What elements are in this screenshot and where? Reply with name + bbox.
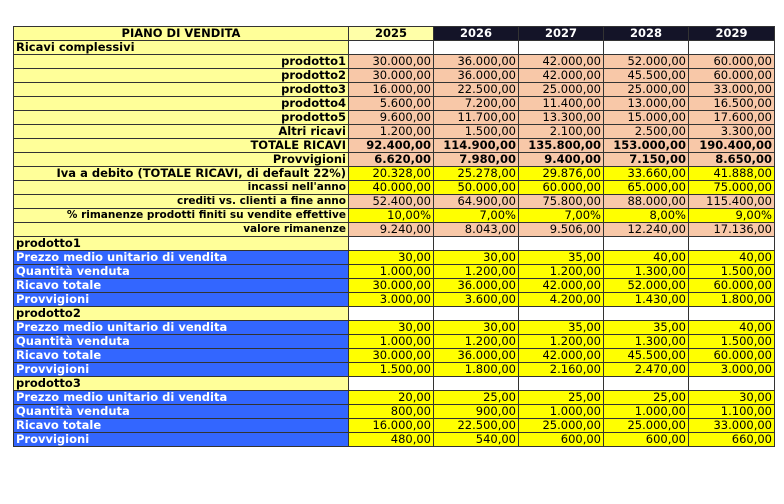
value-cell[interactable]: 9,00% [689,209,775,223]
value-cell[interactable]: 30.000,00 [349,349,434,363]
revenue-row [14,111,775,125]
product-detail-row [14,349,775,363]
value-cell[interactable]: 1.800,00 [434,363,519,377]
row-label: prodotto1 [14,55,349,69]
empty-cell[interactable] [689,237,775,251]
value-cell[interactable]: 15.000,00 [604,111,689,125]
product-row-label: Prezzo medio unitario di vendita [14,391,349,405]
empty-cell[interactable] [519,377,604,391]
empty-cell[interactable] [434,237,519,251]
product-detail-row [14,433,775,447]
header-row [14,27,775,41]
product-row-label: Quantità venduta [14,405,349,419]
value-cell[interactable]: 35,00 [519,321,604,335]
value-cell[interactable]: 1.000,00 [349,265,434,279]
value-cell[interactable]: 75.000,00 [689,181,775,195]
product-row-label: Prezzo medio unitario di vendita [14,321,349,335]
product-section-label: prodotto2 [14,307,349,321]
empty-cell[interactable] [349,307,434,321]
sheet-title: PIANO DI VENDITA [14,27,349,41]
product-detail-row [14,335,775,349]
row-label: Iva a debito (TOTALE RICAVI, di default 22%) [14,167,349,181]
detail-row [14,181,775,195]
year-header-2027[interactable]: 2027 [519,27,604,41]
empty-cell[interactable] [604,237,689,251]
row-label: crediti vs. clienti a fine anno [14,195,349,209]
value-cell[interactable]: 3.600,00 [434,293,519,307]
value-cell[interactable]: 29.876,00 [519,167,604,181]
value-cell[interactable]: 42.000,00 [519,69,604,83]
value-cell[interactable]: 35,00 [519,251,604,265]
row-label: Altri ricavi [14,125,349,139]
value-cell[interactable]: 16.000,00 [349,83,434,97]
value-cell[interactable]: 5.600,00 [349,97,434,111]
value-cell[interactable]: 25.000,00 [604,83,689,97]
empty-cell[interactable] [434,307,519,321]
value-cell[interactable]: 1.100,00 [689,405,775,419]
value-cell[interactable]: 50.000,00 [434,181,519,195]
empty-cell[interactable] [349,377,434,391]
commission-value-cell[interactable]: 9.400,00 [519,153,604,167]
product-section-row [14,307,775,321]
value-cell[interactable]: 33.000,00 [689,83,775,97]
section-row-ricavi [14,41,775,55]
value-cell[interactable]: 12.240,00 [604,223,689,237]
empty-cell[interactable] [519,41,604,55]
value-cell[interactable]: 8,00% [604,209,689,223]
commissions-label: Provvigioni [14,153,349,167]
product-detail-row [14,321,775,335]
product-detail-row [14,419,775,433]
value-cell[interactable]: 540,00 [434,433,519,447]
value-cell[interactable]: 600,00 [519,433,604,447]
value-cell[interactable]: 7.200,00 [434,97,519,111]
value-cell[interactable]: 64.900,00 [434,195,519,209]
value-cell[interactable]: 16.500,00 [689,97,775,111]
value-cell[interactable]: 1.200,00 [349,125,434,139]
row-label: incassi nell'anno [14,181,349,195]
value-cell[interactable]: 88.000,00 [604,195,689,209]
product-detail-row [14,265,775,279]
value-cell[interactable]: 1.500,00 [689,335,775,349]
empty-cell[interactable] [434,41,519,55]
value-cell[interactable]: 7,00% [519,209,604,223]
value-cell[interactable]: 13.000,00 [604,97,689,111]
value-cell[interactable]: 3.300,00 [689,125,775,139]
value-cell[interactable]: 42.000,00 [519,55,604,69]
value-cell[interactable]: 17.136,00 [689,223,775,237]
product-row-label: Prezzo medio unitario di vendita [14,251,349,265]
empty-cell[interactable] [604,41,689,55]
value-cell[interactable]: 30.000,00 [349,279,434,293]
total-revenue-label: TOTALE RICAVI [14,139,349,153]
empty-cell[interactable] [434,377,519,391]
empty-cell[interactable] [349,41,434,55]
value-cell[interactable]: 35,00 [604,321,689,335]
year-header-2028[interactable]: 2028 [604,27,689,41]
value-cell[interactable]: 30.000,00 [349,69,434,83]
value-cell[interactable]: 9.506,00 [519,223,604,237]
value-cell[interactable]: 52.400,00 [349,195,434,209]
product-detail-row [14,363,775,377]
value-cell[interactable]: 4.200,00 [519,293,604,307]
value-cell[interactable]: 45.500,00 [604,349,689,363]
value-cell[interactable]: 1.800,00 [689,293,775,307]
value-cell[interactable]: 1.500,00 [434,125,519,139]
detail-row [14,195,775,209]
year-header-2029[interactable]: 2029 [689,27,775,41]
empty-cell[interactable] [349,237,434,251]
value-cell[interactable]: 36.000,00 [434,69,519,83]
value-cell[interactable]: 30,00 [434,321,519,335]
value-cell[interactable]: 25.000,00 [519,419,604,433]
commission-value-cell[interactable]: 6.620,00 [349,153,434,167]
value-cell[interactable]: 30,00 [434,251,519,265]
value-cell[interactable]: 60.000,00 [689,349,775,363]
value-cell[interactable]: 60.000,00 [689,279,775,293]
empty-cell[interactable] [604,377,689,391]
commission-value-cell[interactable]: 8.650,00 [689,153,775,167]
value-cell[interactable]: 9.600,00 [349,111,434,125]
row-label: prodotto5 [14,111,349,125]
value-cell[interactable]: 25,00 [519,391,604,405]
empty-cell[interactable] [689,41,775,55]
value-cell[interactable]: 3.000,00 [349,293,434,307]
commission-value-cell[interactable]: 7.980,00 [434,153,519,167]
product-detail-row [14,391,775,405]
value-cell[interactable]: 30.000,00 [349,55,434,69]
value-cell[interactable]: 1.500,00 [349,363,434,377]
row-label: prodotto2 [14,69,349,83]
value-cell[interactable]: 1.300,00 [604,335,689,349]
product-section-label: prodotto3 [14,377,349,391]
value-cell[interactable]: 2.470,00 [604,363,689,377]
value-cell[interactable]: 800,00 [349,405,434,419]
value-cell[interactable]: 600,00 [604,433,689,447]
product-row-label: Provvigioni [14,293,349,307]
value-cell[interactable]: 10,00% [349,209,434,223]
value-cell[interactable]: 3.000,00 [689,363,775,377]
total-value-cell[interactable]: 190.400,00 [689,139,775,153]
revenue-row [14,125,775,139]
product-section-row [14,377,775,391]
detail-row [14,209,775,223]
value-cell[interactable]: 52.000,00 [604,55,689,69]
product-detail-row [14,293,775,307]
value-cell[interactable]: 115.400,00 [689,195,775,209]
total-value-cell[interactable]: 114.900,00 [434,139,519,153]
value-cell[interactable]: 60.000,00 [689,55,775,69]
empty-cell[interactable] [689,307,775,321]
empty-cell[interactable] [604,307,689,321]
value-cell[interactable]: 25,00 [604,391,689,405]
value-cell[interactable]: 2.100,00 [519,125,604,139]
value-cell[interactable]: 42.000,00 [519,279,604,293]
value-cell[interactable]: 20,00 [349,391,434,405]
year-header-2025[interactable]: 2025 [349,27,434,41]
value-cell[interactable]: 1.500,00 [689,265,775,279]
product-detail-row [14,251,775,265]
product-row-label: Ricavo totale [14,349,349,363]
value-cell[interactable]: 36.000,00 [434,349,519,363]
value-cell[interactable]: 33.000,00 [689,419,775,433]
detail-row [14,167,775,181]
revenue-row [14,83,775,97]
value-cell[interactable]: 1.200,00 [519,335,604,349]
value-cell[interactable]: 2.160,00 [519,363,604,377]
value-cell[interactable]: 40,00 [604,251,689,265]
value-cell[interactable]: 11.700,00 [434,111,519,125]
row-label: valore rimanenze [14,223,349,237]
product-row-label: Quantità venduta [14,335,349,349]
commission-value-cell[interactable]: 7.150,00 [604,153,689,167]
revenue-row [14,55,775,69]
value-cell[interactable]: 1.000,00 [604,405,689,419]
value-cell[interactable]: 480,00 [349,433,434,447]
value-cell[interactable]: 8.043,00 [434,223,519,237]
value-cell[interactable]: 36.000,00 [434,55,519,69]
row-label: prodotto4 [14,97,349,111]
total-value-cell[interactable]: 135.800,00 [519,139,604,153]
product-section-row [14,237,775,251]
value-cell[interactable]: 40,00 [689,321,775,335]
value-cell[interactable]: 25.000,00 [519,83,604,97]
revenue-row [14,97,775,111]
value-cell[interactable]: 22.500,00 [434,419,519,433]
value-cell[interactable]: 42.000,00 [519,349,604,363]
value-cell[interactable]: 41.888,00 [689,167,775,181]
value-cell[interactable]: 60.000,00 [519,181,604,195]
sales-plan-table [13,26,775,447]
value-cell[interactable]: 7,00% [434,209,519,223]
value-cell[interactable]: 52.000,00 [604,279,689,293]
value-cell[interactable]: 40.000,00 [349,181,434,195]
total-value-cell[interactable]: 153.000,00 [604,139,689,153]
product-section-label: prodotto1 [14,237,349,251]
product-detail-row [14,405,775,419]
value-cell[interactable]: 1.000,00 [349,335,434,349]
value-cell[interactable]: 60.000,00 [689,69,775,83]
product-row-label: Quantità venduta [14,265,349,279]
row-label: % rimanenze prodotti finiti su vendite effettive [14,209,349,223]
value-cell[interactable]: 22.500,00 [434,83,519,97]
total-revenue-row [14,139,775,153]
value-cell[interactable]: 45.500,00 [604,69,689,83]
value-cell[interactable]: 16.000,00 [349,419,434,433]
value-cell[interactable]: 2.500,00 [604,125,689,139]
value-cell[interactable]: 30,00 [689,391,775,405]
value-cell[interactable]: 1.200,00 [519,265,604,279]
value-cell[interactable]: 1.200,00 [434,335,519,349]
row-label: prodotto3 [14,83,349,97]
value-cell[interactable]: 40,00 [689,251,775,265]
value-cell[interactable]: 30,00 [349,251,434,265]
value-cell[interactable]: 11.400,00 [519,97,604,111]
value-cell[interactable]: 1.000,00 [519,405,604,419]
detail-row [14,223,775,237]
year-header-2026[interactable]: 2026 [434,27,519,41]
empty-cell[interactable] [689,377,775,391]
product-detail-row [14,279,775,293]
total-value-cell[interactable]: 92.400,00 [349,139,434,153]
value-cell[interactable]: 75.800,00 [519,195,604,209]
value-cell[interactable]: 25.000,00 [604,419,689,433]
product-row-label: Ricavo totale [14,419,349,433]
empty-cell[interactable] [519,237,604,251]
product-row-label: Provvigioni [14,433,349,447]
value-cell[interactable]: 13.300,00 [519,111,604,125]
product-row-label: Ricavo totale [14,279,349,293]
value-cell[interactable]: 17.600,00 [689,111,775,125]
value-cell[interactable]: 1.430,00 [604,293,689,307]
value-cell[interactable]: 660,00 [689,433,775,447]
value-cell[interactable]: 9.240,00 [349,223,434,237]
revenue-row [14,69,775,83]
empty-cell[interactable] [519,307,604,321]
value-cell[interactable]: 36.000,00 [434,279,519,293]
value-cell[interactable]: 900,00 [434,405,519,419]
value-cell[interactable]: 20.328,00 [349,167,434,181]
value-cell[interactable]: 25.278,00 [434,167,519,181]
value-cell[interactable]: 1.300,00 [604,265,689,279]
value-cell[interactable]: 25,00 [434,391,519,405]
commissions-row [14,153,775,167]
value-cell[interactable]: 65.000,00 [604,181,689,195]
value-cell[interactable]: 30,00 [349,321,434,335]
value-cell[interactable]: 33.660,00 [604,167,689,181]
section-label-ricavi: Ricavi complessivi [14,41,349,55]
product-row-label: Provvigioni [14,363,349,377]
value-cell[interactable]: 1.200,00 [434,265,519,279]
